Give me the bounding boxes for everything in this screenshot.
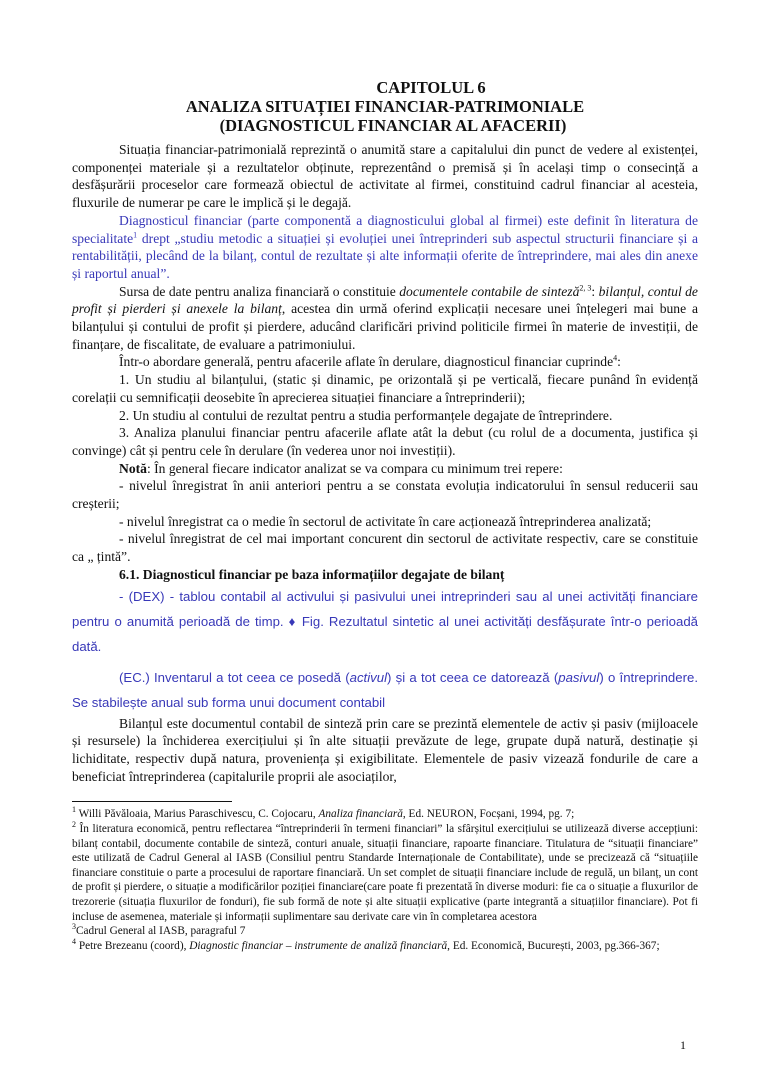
paragraph: Situația financiar-patrimonială reprezintă o anumită stare a capitalului din punct de vedere al existenței, componenței materiale și a rezultatelor obținute, reprezentând o premisă și în același timp o consecință a desfășurării proceselor care formează obiectul de activitate al firmei, constituind cadrul financiar al acesteia, fluxurile de numerar pe care le implică și le degajă. — [72, 142, 698, 211]
footnote-divider — [72, 801, 232, 802]
paragraph: Într-o abordare generală, pentru afacerile aflate în derulare, diagnosticul financiar cuprinde$^4$: — [119, 353, 621, 370]
footnote-ref[interactable]: 4 — [613, 353, 618, 363]
page-number: 1 — [680, 1038, 686, 1052]
chapter-subtitle: (DIAGNOSTICUL FINANCIAR AL AFACERII) — [219, 116, 567, 135]
dex-definition: - (DEX) - tablou contabil al activului și pasivului unei intreprinderi sau al unei activități financiare pentru o anumită perioadă de timp. ♦ Fig. Rezultatul sintetic al unei activități desfășurate într-o perioadă dată. — [72, 588, 698, 654]
footnote-4: $^4$ Petre Brezeanu (coord), Diagnostic financiar – instrumente de analiză financiară, Ed. Economică, București, 2003, pg.366-367; — [72, 936, 660, 952]
section-heading: 6.1. Diagnosticul financiar pe baza informațiilor degajate de bilanț — [119, 566, 505, 582]
list-item: - nivelul înregistrat de cel mai important concurent din sectorul de activitate respectiv, care se constituie ca „ țintă”. — [72, 531, 698, 565]
paragraph: Bilanțul este documentul contabil de sinteză prin care se prezintă elementele de activ și pasiv (mijloacele și resursele) la închiderea exercițiului și în alte situații prevăzute de lege, grupate după natură, destinație și lichiditate, respectiv după natura, proveniența și exigibilitate. Elementele de pasiv vizează fondurile de care a beneficiat întreprinderea (capitalurile proprii ale asociaților, — [72, 715, 698, 784]
body-text — [72, 141, 698, 785]
list-item: - nivelul înregistrat în anii anteriori pentru a se constata evoluția indicatorului în sensul reducerii sau creșterii; — [72, 478, 698, 512]
ec-definition: (EC.) Inventarul a tot ceea ce posedă (activul) și a tot ceea ce datorează (pasivul) o întreprindere. Se stabilește anual sub forma unui document contabil — [72, 669, 698, 710]
footnote-ref[interactable]: 2, 3 — [579, 283, 592, 293]
chapter-title: ANALIZA SITUAȚIEI FINANCIAR-PATRIMONIALE — [185, 97, 585, 116]
list-item: 3. Analiza planului financiar pentru afacerile aflate atât la debut (cu rolul de a documenta, justifica și convinge) cât și pentru cele în derulare (în vederea unor noi investiții). — [72, 425, 698, 458]
footnote-ref[interactable]: 1 — [133, 229, 138, 239]
chapter-heading: CAPITOLUL 6 — [376, 78, 486, 97]
list-item: - nivelul înregistrat ca o medie în sectorul de activitate în care acționează întreprinderea analizată; — [119, 513, 652, 529]
list-item: 1. Un studiu al bilanțului, (static și dinamic, pe orizontală și pe verticală, fiecare punând în evidență corelații cu semnificații deosebite în aprecierea situației financiare a întreprinderii); — [72, 372, 698, 405]
footnote-3: $^3$Cadrul General al IASB, paragraful 7 — [72, 922, 246, 938]
list-item: 2. Un studiu al contului de rezultat pentru a studia performanțele degajate de întreprindere. — [119, 407, 613, 423]
note: Notă: În general fiecare indicator analizat se va compara cu minimum trei repere: — [119, 460, 563, 476]
paragraph-sources: Sursa de date pentru analiza financiară o constituie documentele contabile de sinteză$^{2, 3}$: bilanțul, contul de profit și pierderi și anexele la bilanț, acestea din urmă oferind explicații necesare unei înțelegeri mai bune a bilanțului și contului de profit și pierdere, aducând clarificări privind politicile firmei în materie de investiții, de finanțare, de fiscalitate, de evaluare a patrimoniului. — [72, 283, 698, 352]
footnote-1: $^1$ Willi Păvăloaia, Marius Paraschivescu, C. Cojocaru, Analiza financiară, Ed. NEURON, Focșani, 1994, pg. 7; — [72, 805, 575, 821]
paragraph-definition: Diagnosticul financiar (parte componentă a diagnosticului global al firmei) este definit în literatura de specialitate$^1$ drept „studiu metodic a situației și evoluției unei întreprinderi sub aspectul structurii financiare și a rentabilității, plecând de la bilanț, contul de rezultate și alte informații oferite de întreprindere, mai ales din anexe și raportul anual”. — [72, 212, 698, 281]
page — [72, 78, 698, 953]
footnote-2: $^2$ În literatura economică, pentru reflectarea “întreprinderii în termeni financiari” la sfârșitul exercițiului se utilizează diverse accepțiuni: bilanț contabil, documente contabile de sinteză, conturi anuale, situații financiare, rapoarte financiare. Titulatura de “situații financiare” este utilizată de Cadrul General al IASB (Consiliul pentru Standarde Internaționale de Contabilitate), unde se precizează că “situațiile financiare constituie o parte a procesului de raportare financiară. Un set complet de situații financiare include de regulă, un bilanț, un cont de profit și pierdere, o situație a modificărilor poziției financiare(care poate fi prezentată în diverse moduri: fie ca o situație a fluxurilor de trezorerie (situația fluxurilor de fonduri), fie sub formă de note și alte situații explicative (parte integrantă a situațiilor financiare). Pot fi incluse de asemenea, materiale și informații suplimentare sau derivate care vin în completarea acestora — [72, 820, 698, 923]
